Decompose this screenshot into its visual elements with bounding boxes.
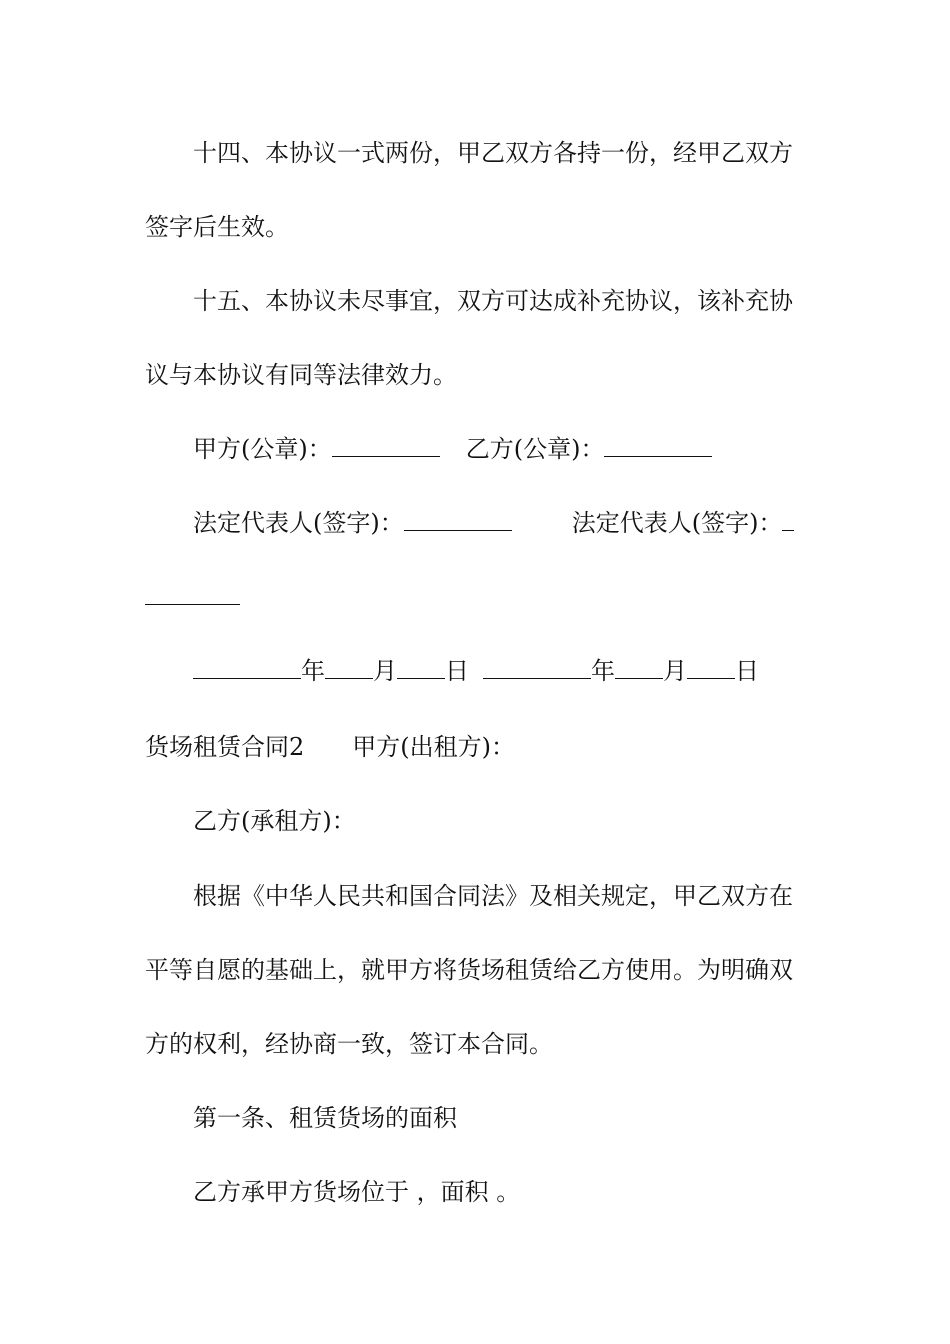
seal-line: [193, 433, 712, 465]
rep-a-blank: [404, 508, 512, 531]
date-b-year-label: 年: [591, 657, 615, 685]
clause-15-line-1: 十五、本协议未尽事宜，双方可达成补充协议，该补充协: [193, 287, 793, 315]
date-a-year-label: 年: [301, 657, 325, 685]
date-a-month-label: 月: [373, 657, 397, 685]
contract-2-title: 货场租赁合同2: [145, 733, 305, 761]
date-b-day-label: 日: [735, 657, 759, 685]
party-b-seal-label: 乙方(公章)：: [465, 435, 605, 463]
date-b-month-blank: [615, 656, 663, 679]
clause-14-line-1: 十四、本协议一式两份，甲乙双方各持一份，经甲乙双方: [193, 139, 793, 167]
date-b-month-label: 月: [663, 657, 687, 685]
rep-b-blank-continued: [145, 582, 240, 605]
rep-a-label: 法定代表人(签字)：: [193, 509, 404, 537]
rep-b-blank-continued-line: [145, 581, 240, 613]
date-b-day-blank: [687, 656, 735, 679]
article-1-heading: 第一条、租赁货场的面积: [193, 1104, 457, 1132]
party-a-seal-blank: [332, 434, 440, 457]
date-a-month-blank: [325, 656, 373, 679]
lessee-label: 乙方(承租方)：: [193, 807, 356, 835]
date-a-year-blank: [193, 656, 301, 679]
party-b-seal-blank: [604, 434, 712, 457]
clause-14-line-2: 签字后生效。: [145, 213, 289, 241]
preamble-line-3: 方的权利，经协商一致，签订本合同。: [145, 1030, 553, 1058]
party-a-seal-label: 甲方(公章)：: [193, 435, 332, 463]
preamble-line-2: 平等自愿的基础上，就甲方将货场租赁给乙方使用。为明确双: [145, 956, 793, 984]
article-1-text: 乙方承甲方货场位于 ，面积 。: [193, 1178, 521, 1206]
date-a-day-blank: [397, 656, 445, 679]
clause-15-line-2: 议与本协议有同等法律效力。: [145, 361, 457, 389]
contract-2-heading-line: [145, 731, 515, 763]
preamble-line-1: 根据《中华人民共和国合同法》及相关规定，甲乙双方在: [193, 882, 793, 910]
date-line: [193, 655, 759, 687]
rep-b-label: 法定代表人(签字)：: [571, 509, 783, 537]
date-b-year-blank: [483, 656, 591, 679]
rep-line: [193, 507, 794, 539]
date-a-day-label: 日: [445, 657, 469, 685]
rep-b-blank-start: [782, 508, 794, 531]
lessor-label: 甲方(出租方)：: [352, 733, 516, 761]
